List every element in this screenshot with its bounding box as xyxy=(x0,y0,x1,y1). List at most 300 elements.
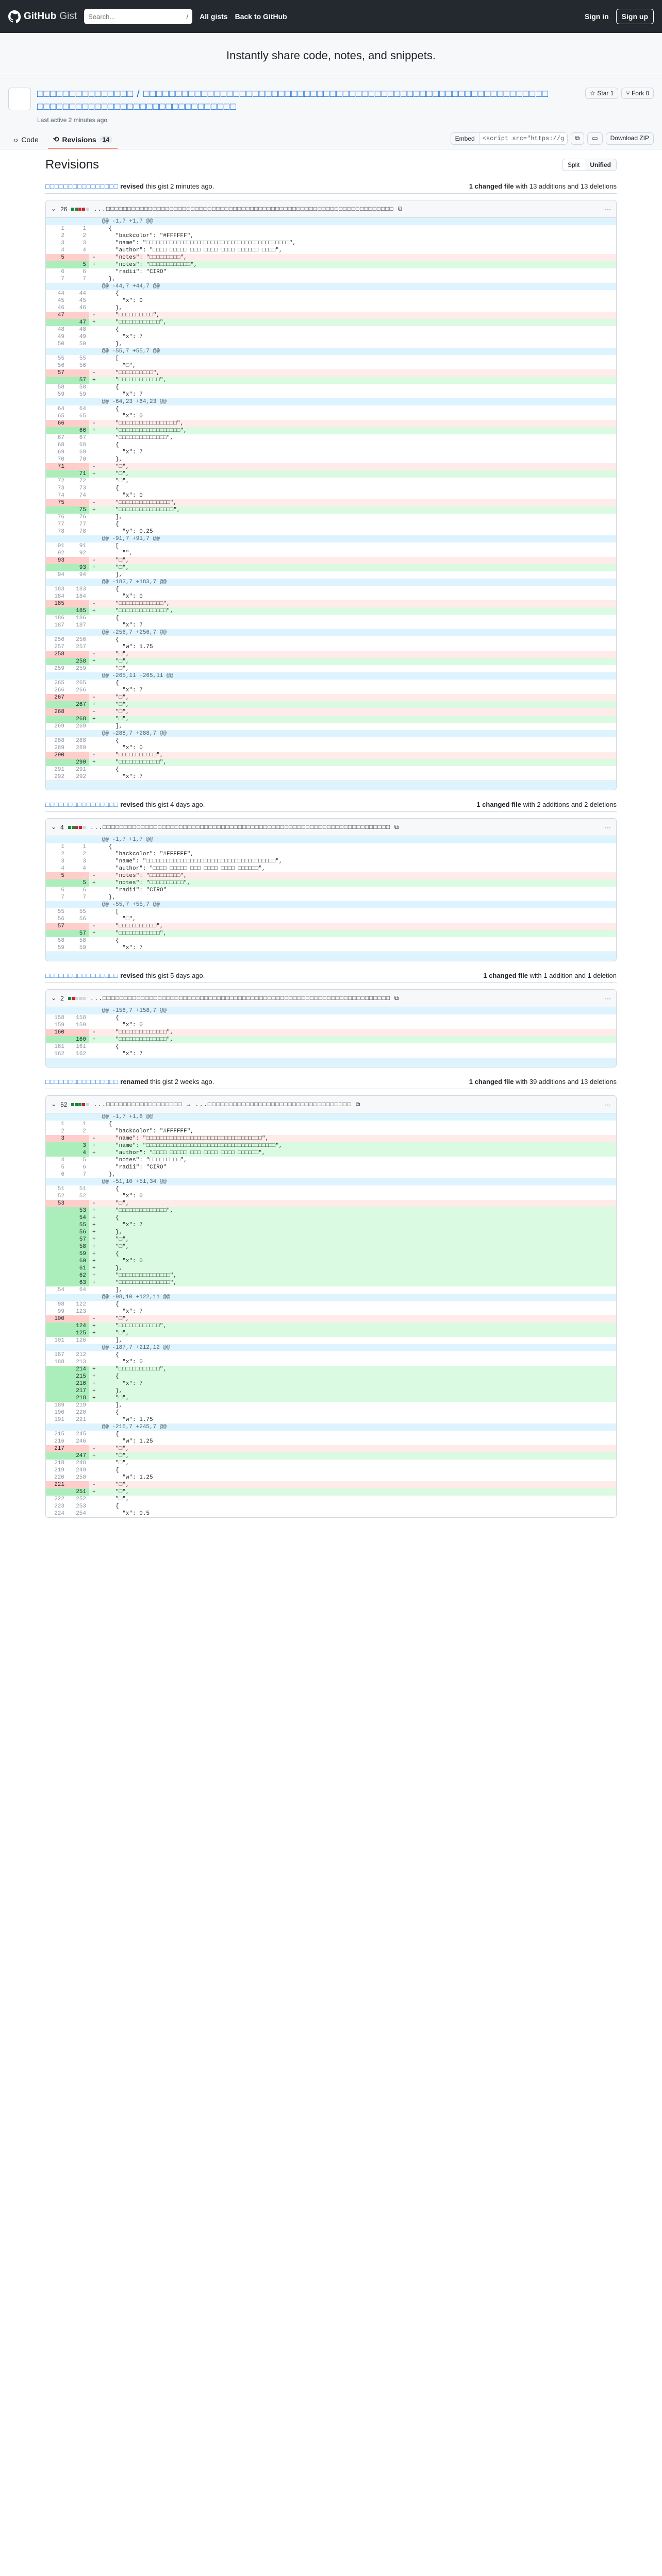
old-line-number[interactable]: 48 xyxy=(57,327,64,333)
new-line-number[interactable] xyxy=(68,348,89,355)
new-line-number[interactable]: 74 xyxy=(79,493,86,499)
new-line-number[interactable]: 53 xyxy=(68,1207,89,1214)
new-line-number[interactable]: 54 xyxy=(68,1214,89,1222)
new-line-number[interactable]: 268 xyxy=(68,716,89,723)
new-line-number[interactable]: 184 xyxy=(76,594,86,600)
old-line-number[interactable]: 215 xyxy=(54,1431,64,1437)
new-line-number[interactable]: 250 xyxy=(76,1475,86,1481)
new-line-number[interactable]: 44 xyxy=(79,291,86,297)
download-zip-button[interactable]: Download ZIP xyxy=(606,132,654,145)
old-line-number[interactable]: 100 xyxy=(46,1315,68,1323)
new-line-number[interactable]: 64 xyxy=(79,406,86,412)
new-line-number[interactable]: 57 xyxy=(68,1236,89,1243)
old-line-number[interactable]: 184 xyxy=(54,594,64,600)
old-line-number[interactable]: 265 xyxy=(54,680,64,686)
collapse-icon[interactable]: ⌄ xyxy=(51,206,57,213)
new-line-number[interactable] xyxy=(68,1135,89,1142)
old-line-number[interactable] xyxy=(46,716,68,723)
all-gists-link[interactable]: All gists xyxy=(200,12,228,21)
avatar[interactable] xyxy=(8,88,31,110)
old-line-number[interactable]: 67 xyxy=(57,435,64,441)
old-line-number[interactable] xyxy=(46,672,68,680)
new-line-number[interactable]: 219 xyxy=(76,1402,86,1409)
old-line-number[interactable]: 94 xyxy=(57,572,64,578)
old-line-number[interactable]: 7 xyxy=(61,276,64,282)
old-line-number[interactable]: 5 xyxy=(46,872,68,879)
revision-user[interactable]: □□□□□□□□□□□□□□□□ xyxy=(45,182,119,190)
new-line-number[interactable]: 49 xyxy=(79,334,86,340)
new-line-number[interactable] xyxy=(68,651,89,658)
new-line-number[interactable]: 4 xyxy=(82,866,86,872)
new-line-number[interactable] xyxy=(68,629,89,636)
old-line-number[interactable] xyxy=(46,930,68,937)
new-line-number[interactable]: 183 xyxy=(76,586,86,592)
old-line-number[interactable]: 66 xyxy=(46,420,68,427)
old-line-number[interactable]: 4 xyxy=(61,866,64,872)
new-line-number[interactable]: 1 xyxy=(82,844,86,850)
old-line-number[interactable] xyxy=(46,348,68,355)
old-line-number[interactable]: 189 xyxy=(54,1402,64,1409)
expand-row[interactable] xyxy=(46,1058,616,1067)
new-line-number[interactable]: 7 xyxy=(82,894,86,901)
old-line-number[interactable]: 221 xyxy=(46,1481,68,1488)
old-line-number[interactable]: 218 xyxy=(54,1460,64,1466)
old-line-number[interactable]: 257 xyxy=(54,644,64,650)
new-line-number[interactable] xyxy=(68,254,89,261)
old-line-number[interactable] xyxy=(46,1236,68,1243)
old-line-number[interactable] xyxy=(46,1036,68,1043)
old-line-number[interactable] xyxy=(46,377,68,384)
new-line-number[interactable] xyxy=(68,1423,89,1431)
new-line-number[interactable]: 126 xyxy=(76,1337,86,1344)
old-line-number[interactable]: 2 xyxy=(61,1128,64,1134)
old-line-number[interactable] xyxy=(46,1344,68,1351)
old-line-number[interactable]: 3 xyxy=(61,858,64,865)
new-line-number[interactable] xyxy=(68,1029,89,1036)
new-line-number[interactable] xyxy=(68,1315,89,1323)
new-line-number[interactable]: 59 xyxy=(79,945,86,951)
new-line-number[interactable]: 216 xyxy=(68,1380,89,1387)
old-line-number[interactable] xyxy=(46,261,68,268)
old-line-number[interactable]: 216 xyxy=(54,1438,64,1445)
old-line-number[interactable]: 53 xyxy=(46,1200,68,1207)
new-line-number[interactable] xyxy=(68,283,89,290)
old-line-number[interactable]: 4 xyxy=(61,247,64,253)
new-line-number[interactable]: 252 xyxy=(76,1496,86,1502)
old-line-number[interactable] xyxy=(46,1330,68,1337)
new-line-number[interactable]: 292 xyxy=(76,774,86,780)
new-line-number[interactable]: 269 xyxy=(76,723,86,730)
new-line-number[interactable]: 67 xyxy=(79,435,86,441)
revision-time[interactable]: this gist 5 days ago. xyxy=(145,972,205,979)
old-line-number[interactable] xyxy=(46,730,68,737)
new-line-number[interactable] xyxy=(68,1294,89,1301)
old-line-number[interactable]: 1 xyxy=(61,1121,64,1127)
old-line-number[interactable]: 266 xyxy=(54,687,64,693)
new-line-number[interactable]: 218 xyxy=(68,1395,89,1402)
new-line-number[interactable]: 245 xyxy=(76,1431,86,1437)
new-line-number[interactable]: 57 xyxy=(68,930,89,937)
new-line-number[interactable]: 256 xyxy=(76,637,86,643)
old-line-number[interactable]: 56 xyxy=(57,916,64,922)
new-line-number[interactable]: 291 xyxy=(76,767,86,773)
new-line-number[interactable]: 7 xyxy=(82,1172,86,1178)
revision-time[interactable]: this gist 4 days ago. xyxy=(145,801,205,808)
old-line-number[interactable]: 190 xyxy=(54,1410,64,1416)
old-line-number[interactable]: 74 xyxy=(57,493,64,499)
new-line-number[interactable]: 186 xyxy=(76,615,86,621)
new-line-number[interactable]: 65 xyxy=(79,413,86,419)
new-line-number[interactable]: 122 xyxy=(76,1301,86,1308)
old-line-number[interactable]: 5 xyxy=(46,254,68,261)
old-line-number[interactable]: 55 xyxy=(57,355,64,362)
old-line-number[interactable]: 288 xyxy=(54,738,64,744)
new-line-number[interactable]: 60 xyxy=(68,1258,89,1265)
new-line-number[interactable]: 220 xyxy=(76,1410,86,1416)
old-line-number[interactable]: 5 xyxy=(61,1164,64,1171)
new-line-number[interactable]: 248 xyxy=(76,1460,86,1466)
old-line-number[interactable]: 291 xyxy=(54,767,64,773)
old-line-number[interactable]: 99 xyxy=(57,1309,64,1315)
desktop-button[interactable] xyxy=(587,132,602,145)
new-line-number[interactable]: 45 xyxy=(79,298,86,304)
new-line-number[interactable]: 6 xyxy=(82,887,86,893)
new-line-number[interactable]: 159 xyxy=(76,1022,86,1028)
new-line-number[interactable] xyxy=(68,1178,89,1185)
old-line-number[interactable]: 65 xyxy=(57,413,64,419)
new-line-number[interactable]: 124 xyxy=(68,1323,89,1330)
old-line-number[interactable]: 2 xyxy=(61,233,64,239)
old-line-number[interactable] xyxy=(46,1395,68,1402)
old-line-number[interactable]: 160 xyxy=(46,1029,68,1036)
old-line-number[interactable]: 76 xyxy=(57,514,64,520)
new-line-number[interactable]: 64 xyxy=(79,1287,86,1293)
old-line-number[interactable] xyxy=(46,564,68,571)
old-line-number[interactable]: 268 xyxy=(46,708,68,716)
new-line-number[interactable] xyxy=(68,499,89,506)
new-line-number[interactable]: 48 xyxy=(79,327,86,333)
new-line-number[interactable] xyxy=(68,730,89,737)
new-line-number[interactable] xyxy=(68,218,89,225)
expand-row[interactable] xyxy=(46,952,616,961)
old-line-number[interactable] xyxy=(46,1272,68,1279)
old-line-number[interactable]: 58 xyxy=(57,384,64,391)
old-line-number[interactable]: 7 xyxy=(61,894,64,901)
revision-time[interactable]: this gist 2 weeks ago. xyxy=(150,1078,214,1086)
revision-user[interactable]: □□□□□□□□□□□□□□□□ xyxy=(45,1078,119,1086)
old-line-number[interactable]: 292 xyxy=(54,774,64,780)
new-line-number[interactable] xyxy=(68,1113,89,1121)
old-line-number[interactable] xyxy=(46,1149,68,1157)
new-line-number[interactable]: 6 xyxy=(82,1164,86,1171)
old-line-number[interactable] xyxy=(46,836,68,843)
old-line-number[interactable]: 186 xyxy=(54,615,64,621)
new-line-number[interactable]: 59 xyxy=(79,392,86,398)
old-line-number[interactable] xyxy=(46,1373,68,1380)
search-input[interactable] xyxy=(88,13,176,21)
new-line-number[interactable]: 266 xyxy=(76,687,86,693)
old-line-number[interactable]: 259 xyxy=(54,666,64,672)
new-line-number[interactable]: 253 xyxy=(76,1503,86,1510)
old-line-number[interactable]: 188 xyxy=(54,1359,64,1365)
new-line-number[interactable]: 290 xyxy=(68,759,89,766)
old-line-number[interactable]: 49 xyxy=(57,334,64,340)
new-line-number[interactable]: 47 xyxy=(68,319,89,326)
old-line-number[interactable]: 57 xyxy=(46,923,68,930)
new-line-number[interactable]: 221 xyxy=(76,1417,86,1423)
collapse-icon[interactable]: ⌄ xyxy=(51,995,57,1002)
old-line-number[interactable] xyxy=(46,658,68,665)
new-line-number[interactable]: 58 xyxy=(79,384,86,391)
new-line-number[interactable]: 246 xyxy=(76,1438,86,1445)
old-line-number[interactable] xyxy=(46,506,68,514)
old-line-number[interactable]: 46 xyxy=(57,305,64,311)
new-line-number[interactable] xyxy=(68,579,89,586)
new-line-number[interactable]: 215 xyxy=(68,1373,89,1380)
old-line-number[interactable] xyxy=(46,1294,68,1301)
new-line-number[interactable]: 70 xyxy=(79,456,86,463)
old-line-number[interactable] xyxy=(46,1366,68,1373)
new-line-number[interactable]: 258 xyxy=(68,658,89,665)
new-line-number[interactable]: 5 xyxy=(68,879,89,887)
old-line-number[interactable]: 2 xyxy=(61,851,64,857)
old-line-number[interactable]: 101 xyxy=(54,1337,64,1344)
new-line-number[interactable] xyxy=(68,420,89,427)
new-line-number[interactable]: 3 xyxy=(82,858,86,865)
old-line-number[interactable]: 59 xyxy=(57,945,64,951)
old-line-number[interactable]: 256 xyxy=(54,637,64,643)
old-line-number[interactable]: 45 xyxy=(57,298,64,304)
copy-button[interactable] xyxy=(571,132,585,145)
old-line-number[interactable]: 269 xyxy=(54,723,64,730)
new-line-number[interactable]: 73 xyxy=(79,485,86,492)
new-line-number[interactable]: 288 xyxy=(76,738,86,744)
old-line-number[interactable]: 162 xyxy=(54,1051,64,1057)
new-line-number[interactable]: 62 xyxy=(68,1272,89,1279)
new-line-number[interactable]: 257 xyxy=(76,644,86,650)
new-line-number[interactable]: 123 xyxy=(76,1309,86,1315)
new-line-number[interactable]: 46 xyxy=(79,305,86,311)
new-line-number[interactable]: 251 xyxy=(68,1488,89,1496)
new-line-number[interactable]: 56 xyxy=(68,1229,89,1236)
unified-button[interactable]: Unified xyxy=(585,159,616,171)
new-line-number[interactable]: 91 xyxy=(79,543,86,549)
new-line-number[interactable]: 61 xyxy=(68,1265,89,1272)
old-line-number[interactable] xyxy=(46,629,68,636)
new-line-number[interactable] xyxy=(68,836,89,843)
old-line-number[interactable]: 185 xyxy=(46,600,68,607)
new-line-number[interactable]: 94 xyxy=(79,572,86,578)
old-line-number[interactable]: 219 xyxy=(54,1467,64,1473)
new-line-number[interactable]: 55 xyxy=(79,909,86,915)
new-line-number[interactable] xyxy=(68,600,89,607)
new-line-number[interactable]: 160 xyxy=(68,1036,89,1043)
new-line-number[interactable]: 76 xyxy=(79,514,86,520)
search-box[interactable] xyxy=(84,9,192,24)
new-line-number[interactable]: 58 xyxy=(79,938,86,944)
old-line-number[interactable]: 1 xyxy=(61,844,64,850)
old-line-number[interactable]: 3 xyxy=(61,240,64,246)
new-line-number[interactable] xyxy=(68,872,89,879)
new-line-number[interactable]: 63 xyxy=(68,1279,89,1286)
old-line-number[interactable]: 71 xyxy=(46,463,68,470)
new-line-number[interactable]: 247 xyxy=(68,1452,89,1460)
old-line-number[interactable]: 58 xyxy=(57,938,64,944)
new-line-number[interactable]: 66 xyxy=(68,427,89,434)
new-line-number[interactable]: 5 xyxy=(82,1157,86,1163)
revision-user[interactable]: □□□□□□□□□□□□□□□□ xyxy=(45,801,119,808)
old-line-number[interactable]: 68 xyxy=(57,442,64,448)
old-line-number[interactable] xyxy=(46,1214,68,1222)
new-line-number[interactable] xyxy=(68,901,89,908)
old-line-number[interactable] xyxy=(46,1279,68,1286)
new-line-number[interactable]: 213 xyxy=(76,1359,86,1365)
old-line-number[interactable]: 77 xyxy=(57,521,64,528)
new-line-number[interactable]: 52 xyxy=(79,1193,86,1199)
old-line-number[interactable] xyxy=(46,901,68,908)
new-line-number[interactable] xyxy=(68,1344,89,1351)
new-line-number[interactable]: 55 xyxy=(79,355,86,362)
new-line-number[interactable]: 214 xyxy=(68,1366,89,1373)
old-line-number[interactable]: 289 xyxy=(54,745,64,751)
old-line-number[interactable]: 55 xyxy=(57,909,64,915)
copy-path-icon[interactable]: ⧉ xyxy=(394,823,399,831)
old-line-number[interactable]: 1 xyxy=(61,226,64,232)
old-line-number[interactable]: 4 xyxy=(61,1157,64,1163)
new-line-number[interactable]: 125 xyxy=(68,1330,89,1337)
new-line-number[interactable]: 4 xyxy=(82,247,86,253)
old-line-number[interactable] xyxy=(46,1423,68,1431)
new-line-number[interactable]: 59 xyxy=(68,1250,89,1258)
new-line-number[interactable]: 217 xyxy=(68,1387,89,1395)
old-line-number[interactable] xyxy=(46,1452,68,1460)
old-line-number[interactable] xyxy=(46,1387,68,1395)
new-line-number[interactable]: 6 xyxy=(82,269,86,275)
old-line-number[interactable]: 187 xyxy=(54,622,64,629)
old-line-number[interactable]: 54 xyxy=(57,1287,64,1293)
back-to-github-link[interactable]: Back to GitHub xyxy=(235,12,287,21)
embed-url-input[interactable] xyxy=(479,133,567,144)
new-line-number[interactable]: 212 xyxy=(76,1352,86,1358)
copy-path-icon[interactable]: ⧉ xyxy=(398,205,403,213)
old-line-number[interactable]: 191 xyxy=(54,1417,64,1423)
new-line-number[interactable]: 57 xyxy=(68,377,89,384)
old-line-number[interactable] xyxy=(46,398,68,405)
new-line-number[interactable] xyxy=(68,312,89,319)
new-line-number[interactable]: 4 xyxy=(68,1149,89,1157)
new-line-number[interactable]: 55 xyxy=(68,1222,89,1229)
old-line-number[interactable]: 6 xyxy=(61,269,64,275)
old-line-number[interactable]: 47 xyxy=(46,312,68,319)
new-line-number[interactable]: 158 xyxy=(76,1015,86,1021)
old-line-number[interactable] xyxy=(46,427,68,434)
old-line-number[interactable]: 50 xyxy=(57,341,64,347)
gist-logo[interactable] xyxy=(8,10,77,23)
new-line-number[interactable] xyxy=(68,398,89,405)
old-line-number[interactable]: 57 xyxy=(46,369,68,377)
tab-code[interactable] xyxy=(8,131,44,149)
gist-title[interactable]: □□□□□□□□□□□□□□□ / □□□□□□□□□□□□□□□□□□□□□□□□□□□□□□□□□□□□□□□□□□□□□□□□□□□□□□□□□□□□□□□□□□□□□□□□□□□□□□□□□□□□□□□□□□□□□□ xyxy=(37,89,549,112)
new-line-number[interactable]: 51 xyxy=(79,1186,86,1192)
new-line-number[interactable]: 185 xyxy=(68,607,89,615)
collapse-icon[interactable]: ⌄ xyxy=(51,824,57,831)
old-line-number[interactable]: 92 xyxy=(57,550,64,556)
old-line-number[interactable]: 161 xyxy=(54,1044,64,1050)
old-line-number[interactable] xyxy=(46,470,68,478)
revision-user[interactable]: □□□□□□□□□□□□□□□□ xyxy=(45,972,119,979)
new-line-number[interactable]: 161 xyxy=(76,1044,86,1050)
new-line-number[interactable]: 92 xyxy=(79,550,86,556)
new-line-number[interactable] xyxy=(68,1007,89,1014)
old-line-number[interactable]: 91 xyxy=(57,543,64,549)
new-line-number[interactable] xyxy=(68,1445,89,1452)
old-line-number[interactable]: 183 xyxy=(54,586,64,592)
new-line-number[interactable]: 2 xyxy=(82,233,86,239)
old-line-number[interactable] xyxy=(46,319,68,326)
old-line-number[interactable] xyxy=(46,1258,68,1265)
new-line-number[interactable]: 267 xyxy=(68,701,89,708)
new-line-number[interactable] xyxy=(68,923,89,930)
new-line-number[interactable] xyxy=(68,463,89,470)
new-line-number[interactable]: 187 xyxy=(76,622,86,629)
old-line-number[interactable]: 75 xyxy=(46,499,68,506)
old-line-number[interactable]: 52 xyxy=(57,1193,64,1199)
old-line-number[interactable]: 217 xyxy=(46,1445,68,1452)
new-line-number[interactable]: 289 xyxy=(76,745,86,751)
old-line-number[interactable]: 44 xyxy=(57,291,64,297)
new-line-number[interactable]: 2 xyxy=(82,1128,86,1134)
old-line-number[interactable] xyxy=(46,283,68,290)
new-line-number[interactable]: 249 xyxy=(76,1467,86,1473)
old-line-number[interactable]: 70 xyxy=(57,456,64,463)
old-line-number[interactable]: 78 xyxy=(57,529,64,535)
new-line-number[interactable]: 254 xyxy=(76,1511,86,1517)
more-icon[interactable]: ··· xyxy=(605,994,611,1002)
old-line-number[interactable]: 64 xyxy=(57,406,64,412)
sign-in-link[interactable]: Sign in xyxy=(585,12,609,21)
embed-box[interactable] xyxy=(451,132,568,145)
new-line-number[interactable]: 162 xyxy=(76,1051,86,1057)
more-icon[interactable]: ··· xyxy=(605,1100,611,1108)
new-line-number[interactable] xyxy=(68,369,89,377)
new-line-number[interactable]: 5 xyxy=(68,261,89,268)
old-line-number[interactable] xyxy=(46,1222,68,1229)
new-line-number[interactable] xyxy=(68,694,89,701)
old-line-number[interactable] xyxy=(46,1380,68,1387)
old-line-number[interactable]: 290 xyxy=(46,752,68,759)
split-button[interactable]: Split xyxy=(567,161,580,168)
new-line-number[interactable] xyxy=(68,1200,89,1207)
old-line-number[interactable]: 69 xyxy=(57,449,64,455)
new-line-number[interactable] xyxy=(68,672,89,680)
new-line-number[interactable]: 78 xyxy=(79,529,86,535)
collapse-icon[interactable]: ⌄ xyxy=(51,1101,57,1108)
old-line-number[interactable]: 187 xyxy=(54,1352,64,1358)
copy-path-icon[interactable]: ⧉ xyxy=(355,1100,360,1108)
old-line-number[interactable]: 158 xyxy=(54,1015,64,1021)
new-line-number[interactable] xyxy=(68,557,89,564)
old-line-number[interactable] xyxy=(46,1229,68,1236)
new-line-number[interactable]: 72 xyxy=(79,478,86,484)
old-line-number[interactable] xyxy=(46,607,68,615)
old-line-number[interactable] xyxy=(46,1265,68,1272)
new-line-number[interactable]: 50 xyxy=(79,341,86,347)
fork-button[interactable]: ⑂ Fork 0 xyxy=(621,88,654,99)
sign-up-button[interactable]: Sign up xyxy=(616,9,654,24)
old-line-number[interactable]: 3 xyxy=(46,1135,68,1142)
old-line-number[interactable]: 98 xyxy=(57,1301,64,1308)
old-line-number[interactable]: 223 xyxy=(54,1503,64,1510)
